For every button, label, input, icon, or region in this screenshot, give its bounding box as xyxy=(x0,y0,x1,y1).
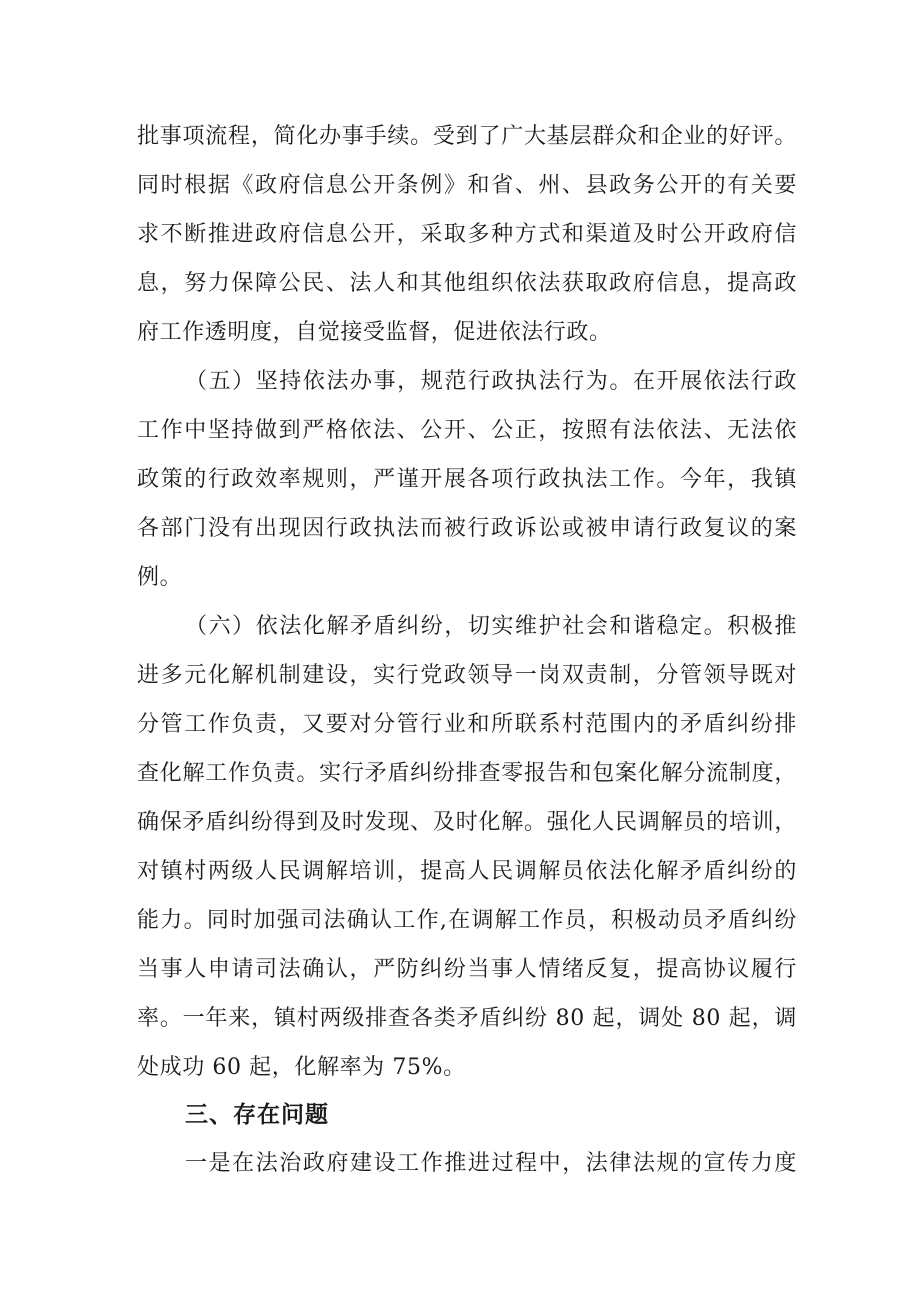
paragraph-line: 例。 xyxy=(137,565,183,590)
paragraph-line: 查化解工作负责。实行矛盾纠纷排查零报告和包案化解分流制度， xyxy=(137,761,797,786)
paragraph-line: 进多元化解机制建设，实行党政领导一岗双责制，分管领导既对 xyxy=(137,663,797,688)
paragraph-line: （五）坚持依法办事，规范行政执法行为。在开展依法行政 xyxy=(185,369,797,394)
paragraph-line: 一是在法治政府建设工作推进过程中，法律法规的宣传力度 xyxy=(185,1151,797,1176)
paragraph-line: 确保矛盾纠纷得到及时发现、及时化解。强化人民调解员的培训， xyxy=(137,810,797,835)
paragraph-line: 分管工作负责，又要对分管行业和所联系村范围内的矛盾纠纷排 xyxy=(137,712,797,737)
paragraph-line: 府工作透明度，自觉接受监督，促进依法行政。 xyxy=(137,320,612,345)
paragraph-line: 当事人申请司法确认，严防纠纷当事人情绪反复，提高协议履行 xyxy=(137,957,797,982)
paragraph-line: 工作中坚持做到严格依法、公开、公正，按照有法依法、无法依 xyxy=(137,418,797,443)
paragraph-line: 各部门没有出现因行政执法而被行政诉讼或被申请行政复议的案 xyxy=(137,516,797,541)
paragraph-line: 批事项流程，简化办事手续。受到了广大基层群众和企业的好评。 xyxy=(137,124,797,149)
paragraph-line: 政策的行政效率规则，严谨开展各项行政执法工作。今年，我镇 xyxy=(137,467,797,492)
paragraph-line: 息，努力保障公民、法人和其他组织依法获取政府信息，提高政 xyxy=(137,271,797,296)
paragraph-line: 求不断推进政府信息公开，采取多种方式和渠道及时公开政府信 xyxy=(137,222,797,247)
paragraph-line: 同时根据《政府信息公开条例》和省、州、县政务公开的有关要 xyxy=(137,173,797,198)
paragraph-line: （六）依法化解矛盾纠纷，切实维护社会和谐稳定。积极推 xyxy=(185,614,797,639)
paragraph-line: 对镇村两级人民调解培训，提高人民调解员依法化解矛盾纠纷的 xyxy=(137,859,797,884)
paragraph-line: 处成功 60 起，化解率为 75%。 xyxy=(137,1055,466,1080)
paragraph-line: 能力。同时加强司法确认工作,在调解工作员，积极动员矛盾纠纷 xyxy=(137,908,797,933)
section-heading: 三、存在问题 xyxy=(185,1102,329,1128)
paragraph-line: 率。一年来，镇村两级排查各类矛盾纠纷 80 起，调处 80 起，调 xyxy=(137,1006,797,1031)
